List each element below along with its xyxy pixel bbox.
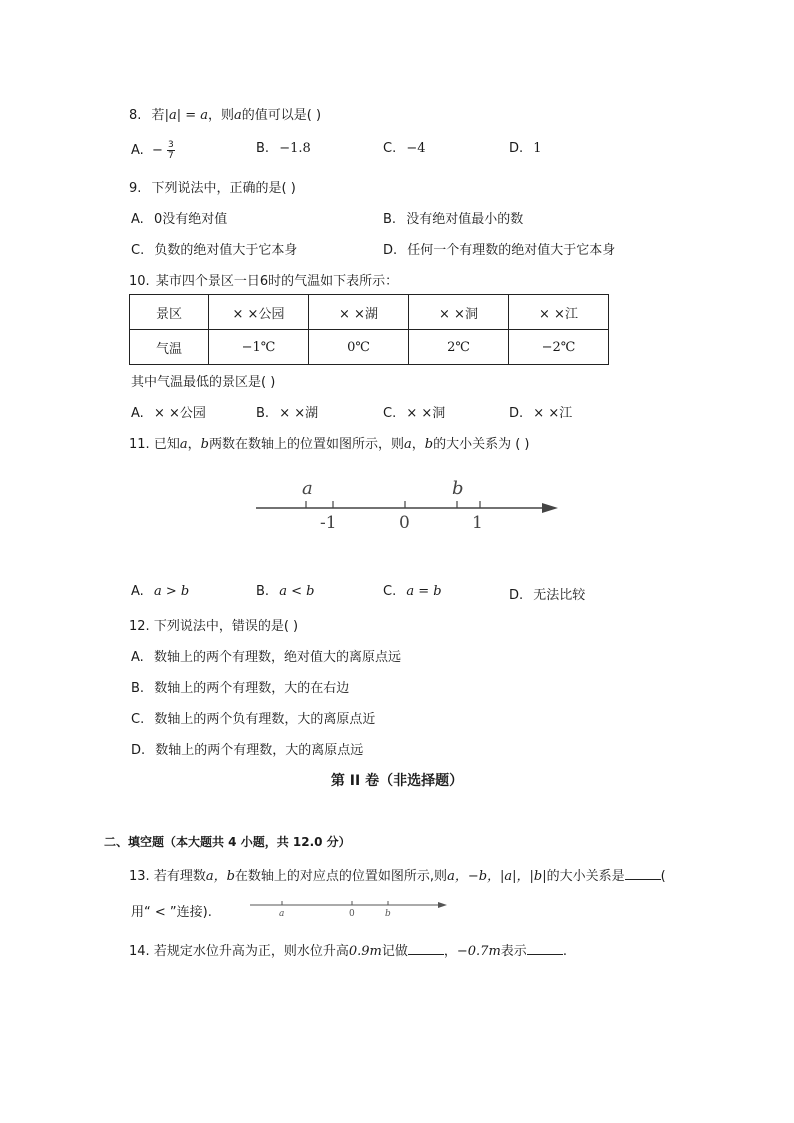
q9-stem: 9. 下列说法中，正确的是( )	[129, 181, 296, 196]
q10-option-d[interactable]: D. × ×江	[509, 406, 573, 421]
q8-option-c[interactable]: C. −4	[383, 141, 426, 156]
arrow-head	[542, 503, 558, 513]
temperature-table	[129, 294, 609, 365]
label-b: b	[452, 478, 464, 499]
arrow-head	[438, 902, 447, 908]
label-minus-1: -1	[320, 513, 337, 533]
label-b: b	[385, 909, 391, 919]
q12-number: 12.	[129, 619, 150, 634]
q9-option-b[interactable]: B. 没有绝对值最小的数	[383, 212, 524, 227]
q12-option-b[interactable]: B. 数轴上的两个有理数，大的在右边	[131, 681, 350, 696]
label-a: a	[302, 478, 313, 499]
answer-blank[interactable]	[625, 867, 661, 880]
table-cell: × ×江	[509, 295, 609, 330]
table-cell: 气温	[130, 330, 209, 365]
table-cell: −1℃	[209, 330, 309, 365]
q13-number: 13.	[129, 869, 150, 884]
q13-number-line-figure	[248, 895, 452, 921]
q13-line2: 用“ < ”连接).	[131, 905, 212, 920]
q11-option-c[interactable]: C. a = b	[383, 584, 442, 599]
q9-number: 9.	[129, 181, 142, 196]
label-1: 1	[472, 513, 483, 533]
label-0: 0	[399, 513, 410, 533]
table-row	[130, 295, 609, 330]
table-cell: × ×洞	[409, 295, 509, 330]
q11-option-a[interactable]: A. a > b	[131, 584, 190, 599]
q13-line1: 13. 若有理数a，b在数轴上的对应点的位置如图所示,则a，−b，|a|，|b|的大小关系是 (	[129, 869, 666, 884]
answer-blank[interactable]	[408, 942, 444, 955]
table-cell: −2℃	[509, 330, 609, 365]
label-a: a	[279, 909, 285, 919]
table-cell: 景区	[130, 295, 209, 330]
q10-option-b[interactable]: B. × ×湖	[256, 406, 319, 421]
q8-option-b[interactable]: B. −1.8	[256, 141, 311, 156]
q12-option-a[interactable]: A. 数轴上的两个有理数，绝对值大的离原点远	[131, 650, 401, 665]
q8-option-d[interactable]: D. 1	[509, 141, 542, 156]
q9-option-a[interactable]: A. 0没有绝对值	[131, 212, 228, 227]
section-heading: 二、填空题（本大题共 4 小题，共 12.0 分）	[104, 835, 351, 849]
q12-option-d[interactable]: D. 数轴上的两个有理数，大的离原点远	[131, 743, 364, 758]
q12-stem: 12. 下列说法中，错误的是( )	[129, 619, 299, 634]
table-cell: 2℃	[409, 330, 509, 365]
label-0: 0	[349, 909, 355, 919]
part2-title: 第 II 卷（非选择题）	[330, 773, 464, 789]
q10-followup: 其中气温最低的景区是( )	[131, 375, 276, 390]
q12-option-c[interactable]: C. 数轴上的两个负有理数，大的离原点近	[131, 712, 376, 727]
q11-option-b[interactable]: B. a < b	[256, 584, 315, 599]
q9-option-d[interactable]: D. 任何一个有理数的绝对值大于它本身	[383, 243, 616, 258]
q14-number: 14.	[129, 944, 150, 959]
q11-stem: 11. 已知a，b两数在数轴上的位置如图所示，则a，b的大小关系为 ( )	[129, 437, 530, 452]
table-row	[130, 330, 609, 365]
q10-number: 10.	[129, 274, 150, 289]
q9-option-c[interactable]: C. 负数的绝对值大于它本身	[131, 243, 298, 258]
q10-option-a[interactable]: A. × ×公园	[131, 406, 206, 421]
fraction: $\frac{3}{7}$	[167, 140, 174, 161]
table-cell: × ×公园	[209, 295, 309, 330]
q11-number-line-figure	[250, 470, 570, 550]
q8-number: 8.	[129, 108, 142, 123]
table-cell: × ×湖	[309, 295, 409, 330]
q10-option-c[interactable]: C. × ×洞	[383, 406, 446, 421]
q10-stem: 10. 某市四个景区一日6时的气温如下表所示：	[129, 274, 399, 289]
q8-option-a[interactable]: A. − $\frac{3}{7}$	[131, 140, 174, 161]
answer-blank[interactable]	[527, 942, 563, 955]
q14-text: 14. 若规定水位升高为正，则水位升高0.9m记做 ，−0.7m表示 .	[129, 944, 567, 959]
q8-stem: 8. 若|a| = a，则a的值可以是( )	[129, 108, 322, 123]
q11-number: 11.	[129, 437, 150, 452]
q11-option-d[interactable]: D. 无法比较	[509, 588, 586, 603]
table-cell: 0℃	[309, 330, 409, 365]
